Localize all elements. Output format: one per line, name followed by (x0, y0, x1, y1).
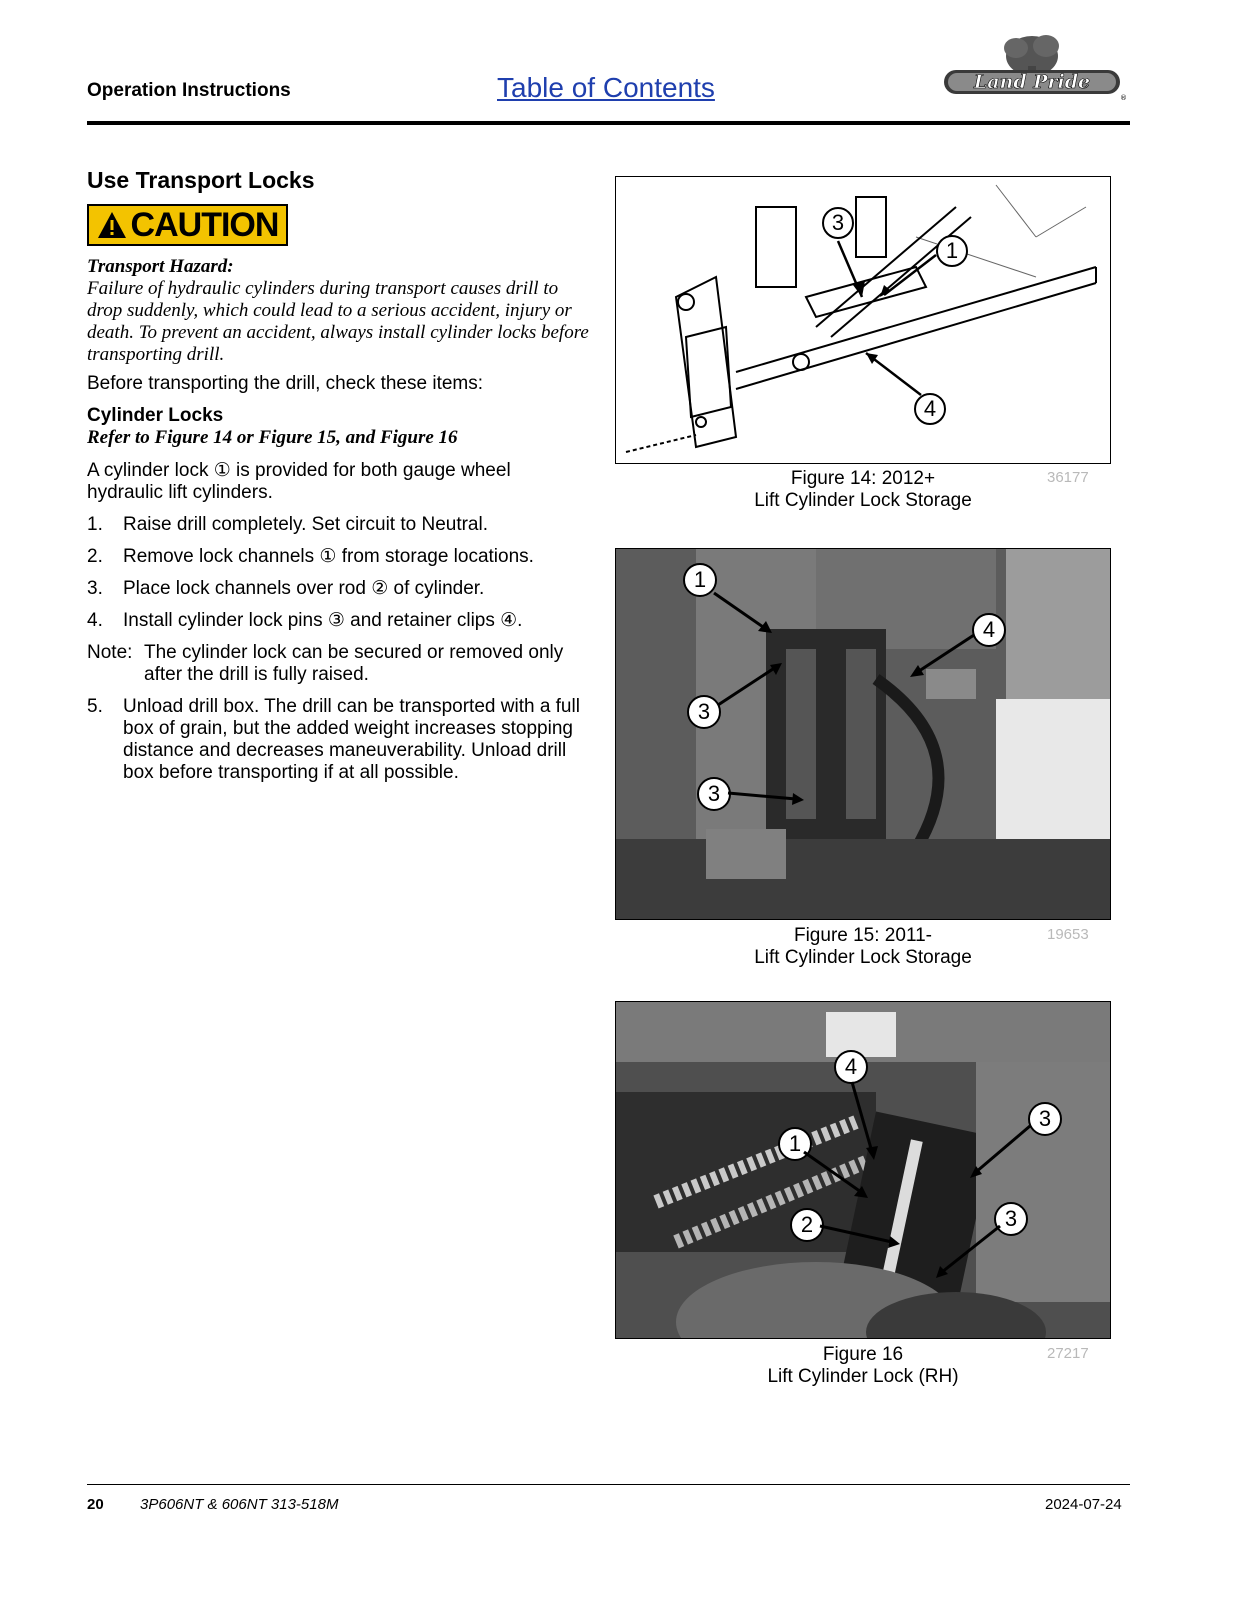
note-text: The cylinder lock can be secured or removed only after the drill is fully raised. (144, 642, 564, 685)
callout-3: 3 (697, 777, 731, 811)
warning-triangle-icon (97, 211, 127, 239)
callout-1: 1 (936, 235, 968, 267)
publication-date: 2024-07-24 (1045, 1496, 1122, 1513)
callout-3: 3 (687, 695, 721, 729)
callout-3: 3 (1028, 1102, 1062, 1136)
callout-2: 2 (790, 1208, 824, 1242)
callout-4: 4 (834, 1050, 868, 1084)
figure-15-caption: Figure 15: 2011- Lift Cylinder Lock Storage (754, 925, 972, 968)
callout-1: 1 (778, 1127, 812, 1161)
svg-text:Land Pride: Land Pride (973, 71, 1091, 93)
figure-16-id: 27217 (1047, 1345, 1089, 1362)
svg-text:®: ® (1120, 94, 1127, 102)
figure-14-id: 36177 (1047, 469, 1089, 486)
figure-14-image (615, 176, 1111, 464)
hazard-title: Transport Hazard: (87, 256, 234, 277)
callout-3: 3 (994, 1202, 1028, 1236)
figure-15-id: 19653 (1047, 926, 1089, 943)
land-pride-logo (940, 26, 1130, 104)
model-number: 3P606NT & 606NT 313-518M (140, 1496, 339, 1513)
figure-16-image (615, 1001, 1111, 1339)
section-title: Use Transport Locks (87, 167, 315, 193)
callout-4: 4 (972, 613, 1006, 647)
callout-3: 3 (822, 207, 854, 239)
hazard-text: Failure of hydraulic cylinders during transport causes drill to drop suddenly, which could lead to a serious accident, injury or death. To prevent an accident, always install cylinder locks before transporting drill. (87, 278, 589, 365)
header-section-title: Operation Instructions (87, 80, 291, 101)
page-number: 20 (87, 1496, 104, 1513)
figure-16-caption: Figure 16 Lift Cylinder Lock (RH) (767, 1344, 959, 1387)
caution-label: CAUTION (130, 205, 279, 244)
callout-4: 4 (914, 393, 946, 425)
cylinder-lock-paragraph: A cylinder lock ① is provided for both gauge wheel hydraulic lift cylinders. (87, 460, 511, 503)
figure-14-caption: Figure 14: 2012+ Lift Cylinder Lock Storage (754, 468, 972, 511)
header-rule (87, 121, 1130, 125)
note-label: Note: (87, 642, 133, 663)
intro-text: Before transporting the drill, check these items: (87, 373, 484, 394)
footer-rule (87, 1484, 1130, 1485)
table-of-contents-link[interactable]: Table of Contents (497, 72, 715, 103)
caution-badge (87, 204, 288, 246)
callout-1: 1 (683, 563, 717, 597)
cylinder-locks-heading: Cylinder Locks (87, 405, 224, 426)
figure-15-image (615, 548, 1111, 920)
figure-reference: Refer to Figure 14 or Figure 15, and Figure 16 (87, 427, 458, 448)
